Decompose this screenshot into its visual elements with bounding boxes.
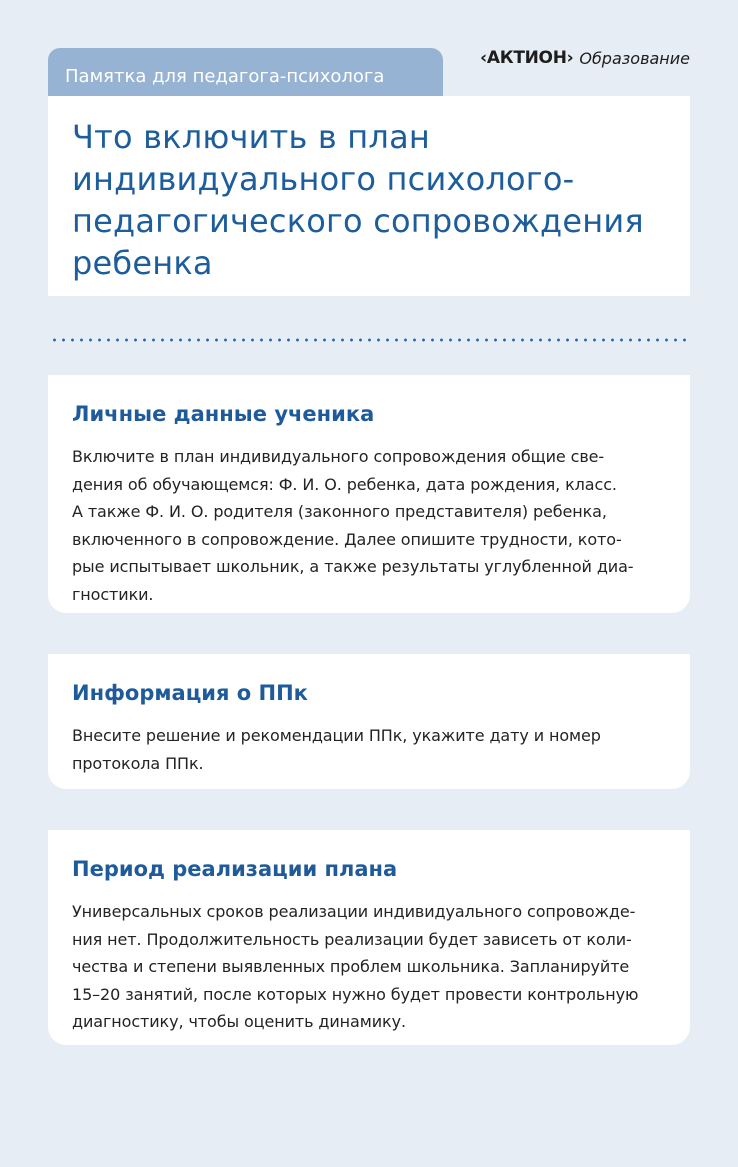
logo-text: Образование (579, 48, 690, 68)
text-line: чества и степени выявленных проблем школьника. Запланируйте (72, 957, 630, 976)
section-heading: Личные данные ученика (72, 402, 375, 426)
text-line: 15–20 занятий, после которых нужно будет провести контрольную (72, 984, 639, 1004)
text-line: ния нет. Продолжительность реализации будет зависеть от коли- (72, 929, 632, 949)
text-line: гностики. (72, 584, 154, 604)
section-text (72, 898, 664, 1036)
section-text (72, 722, 664, 777)
text-line: протокола ППк. (72, 753, 204, 773)
aktion-logo (468, 47, 690, 69)
text-line: Внесите решение и рекомендации ППк, укажите дату и номер (72, 726, 601, 745)
title-panel (48, 96, 690, 296)
memo-tag: Памятка для педагога-психолога (48, 48, 443, 96)
section-heading: Информация о ППк (72, 681, 308, 705)
text-line: дения об обучающемся: Ф. И. О. ребенка, дата рождения, класс. (72, 474, 617, 494)
page-title (72, 116, 670, 284)
text-line: рые испытывает школьник, а также результаты углубленной диа- (72, 557, 634, 576)
section-card-plan-period (48, 830, 690, 1045)
section-card-ppk-info (48, 654, 690, 789)
section-card-personal-data (48, 375, 690, 613)
text-line: Универсальных сроков реализации индивидуального сопровожде- (72, 902, 636, 921)
section-heading: Период реализации плана (72, 857, 398, 881)
text-line: включенного в сопровождение. Далее опишите трудности, кото- (72, 529, 622, 549)
dotted-divider (50, 338, 690, 342)
logo-mark: ‹АКТИОН› (480, 48, 574, 68)
text-line: Включите в план индивидуального сопровождения общие све- (72, 447, 605, 466)
section-text (72, 443, 664, 608)
title-line: Что включить в план (72, 118, 431, 156)
title-line: индивидуального психолого- (72, 160, 575, 198)
text-line: А также Ф. И. О. родителя (законного представителя) ребенка, (72, 502, 607, 521)
text-line: диагностику, чтобы оценить динамику. (72, 1012, 406, 1031)
title-line: педагогического сопровождения (72, 202, 644, 240)
title-line: ребенка (72, 244, 213, 282)
